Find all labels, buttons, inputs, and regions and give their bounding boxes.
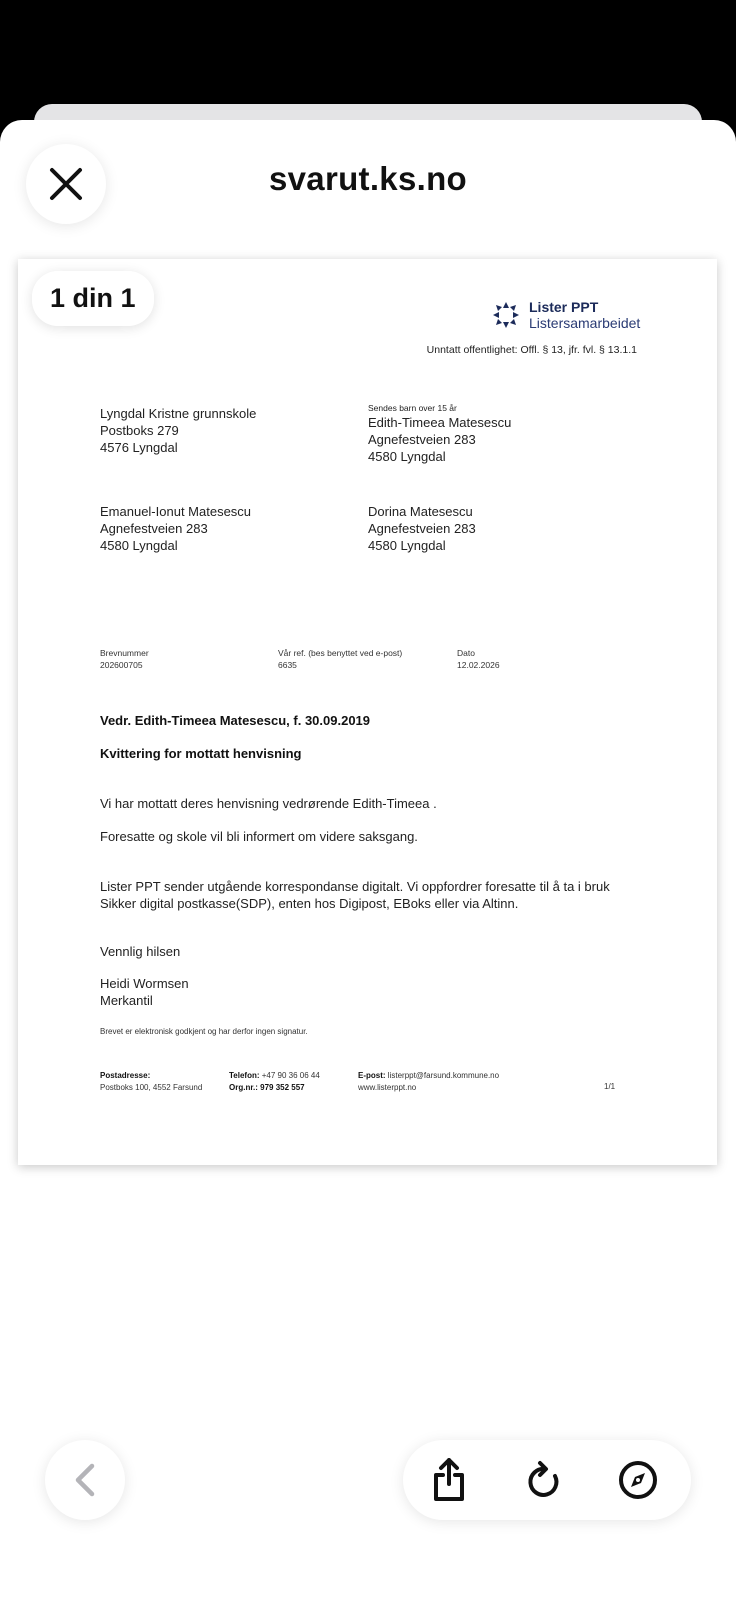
footer-phone-value: +47 90 36 06 44	[261, 1071, 320, 1080]
footer-website: www.listerppt.no	[358, 1082, 417, 1092]
action-group	[403, 1440, 691, 1520]
footer-phone-label: Telefon:	[229, 1071, 260, 1080]
page-counter: 1 din 1	[32, 271, 154, 326]
letter-heading: Kvittering for mottatt henvisning	[100, 746, 302, 761]
parent2-address	[368, 503, 476, 554]
address-line: 4576 Lyngdal	[100, 440, 178, 455]
letter-number	[100, 647, 149, 671]
bottom-toolbar	[0, 1440, 736, 1530]
footer-email-value: listerppt@farsund.kommune.no	[387, 1071, 500, 1080]
child-note: Sendes barn over 15 år	[368, 403, 457, 413]
open-in-safari-button[interactable]	[610, 1452, 666, 1508]
letter-number-label: Brevnummer	[100, 648, 149, 658]
footer-postal-label: Postadresse:	[100, 1071, 151, 1080]
address-line: 4580 Lyngdal	[368, 449, 446, 464]
address-line: 4580 Lyngdal	[368, 538, 446, 553]
signer-name: Heidi Wormsen	[100, 976, 189, 991]
reload-icon	[525, 1460, 563, 1500]
school-address	[100, 405, 256, 456]
address-line: Edith-Timeea Matesescu	[368, 415, 512, 430]
compass-icon	[618, 1460, 658, 1500]
footer-org-label: Org.nr.:	[229, 1082, 258, 1092]
reference-label: Vår ref. (bes benyttet ved e-post)	[278, 648, 403, 658]
address-line: Emanuel-Ionut Matesescu	[100, 504, 252, 519]
footer-email-label: E-post:	[358, 1071, 386, 1080]
address-line: Agnefestveien 283	[368, 521, 476, 536]
footer-contact	[229, 1070, 320, 1093]
date-label: Dato	[457, 648, 475, 658]
address-line: Agnefestveien 283	[100, 521, 208, 536]
body-paragraph: Lister PPT sender utgående korrespondanse digitalt. Vi oppfordrer foresatte til å ta i bruk Sikker digital postkasse(SDP), enten hos Digipost, EBoks eller via Altinn.	[100, 879, 610, 911]
body-paragraph: Foresatte og skole vil bli informert om videre saksgang.	[100, 829, 418, 844]
address-line: Dorina Matesescu	[368, 504, 473, 519]
reference-value: 6635	[278, 660, 297, 670]
logo-subtitle: Listersamarbeidet	[529, 315, 641, 331]
chevron-left-icon	[72, 1463, 98, 1497]
closing: Vennlig hilsen	[100, 944, 181, 959]
web-view-sheet	[0, 120, 736, 1600]
letter-date	[457, 647, 500, 671]
footer-web	[358, 1070, 499, 1093]
confidentiality-note: Unntatt offentlighet: Offl. § 13, jfr. fvl. § 13.1.1	[426, 344, 637, 356]
back-button[interactable]	[45, 1440, 125, 1520]
document-page[interactable]	[18, 259, 717, 1165]
signature-note: Brevet er elektronisk godkjent og har derfor ingen signatur.	[100, 1027, 308, 1036]
reference	[278, 647, 402, 671]
share-icon	[431, 1458, 467, 1502]
address-line: Agnefestveien 283	[368, 432, 476, 447]
letter-subject: Vedr. Edith-Timeea Matesescu, f. 30.09.2019	[100, 713, 371, 728]
date-value: 12.02.2026	[457, 660, 500, 670]
lister-ppt-logo	[491, 299, 640, 331]
letter-number-value: 202600705	[100, 660, 143, 670]
footer-postal	[100, 1070, 202, 1093]
address-line: Lyngdal Kristne grunnskole	[100, 406, 257, 421]
lister-logo-icon	[491, 300, 521, 330]
page-title: svarut.ks.no	[268, 160, 467, 197]
signer-title: Merkantil	[100, 993, 153, 1008]
footer-page-number: 1/1	[604, 1082, 616, 1091]
body-paragraph: Vi har mottatt deres henvisning vedrørende Edith-Timeea .	[100, 796, 437, 811]
footer-org-value: 979 352 557	[260, 1082, 305, 1092]
reload-button[interactable]	[516, 1452, 572, 1508]
footer-postal-value: Postboks 100, 4552 Farsund	[100, 1082, 203, 1092]
logo-name: Lister PPT	[529, 299, 599, 315]
address-line: Postboks 279	[100, 423, 179, 438]
address-line: 4580 Lyngdal	[100, 538, 178, 553]
child-address	[368, 403, 511, 465]
parent1-address	[100, 503, 251, 554]
share-button[interactable]	[421, 1452, 477, 1508]
